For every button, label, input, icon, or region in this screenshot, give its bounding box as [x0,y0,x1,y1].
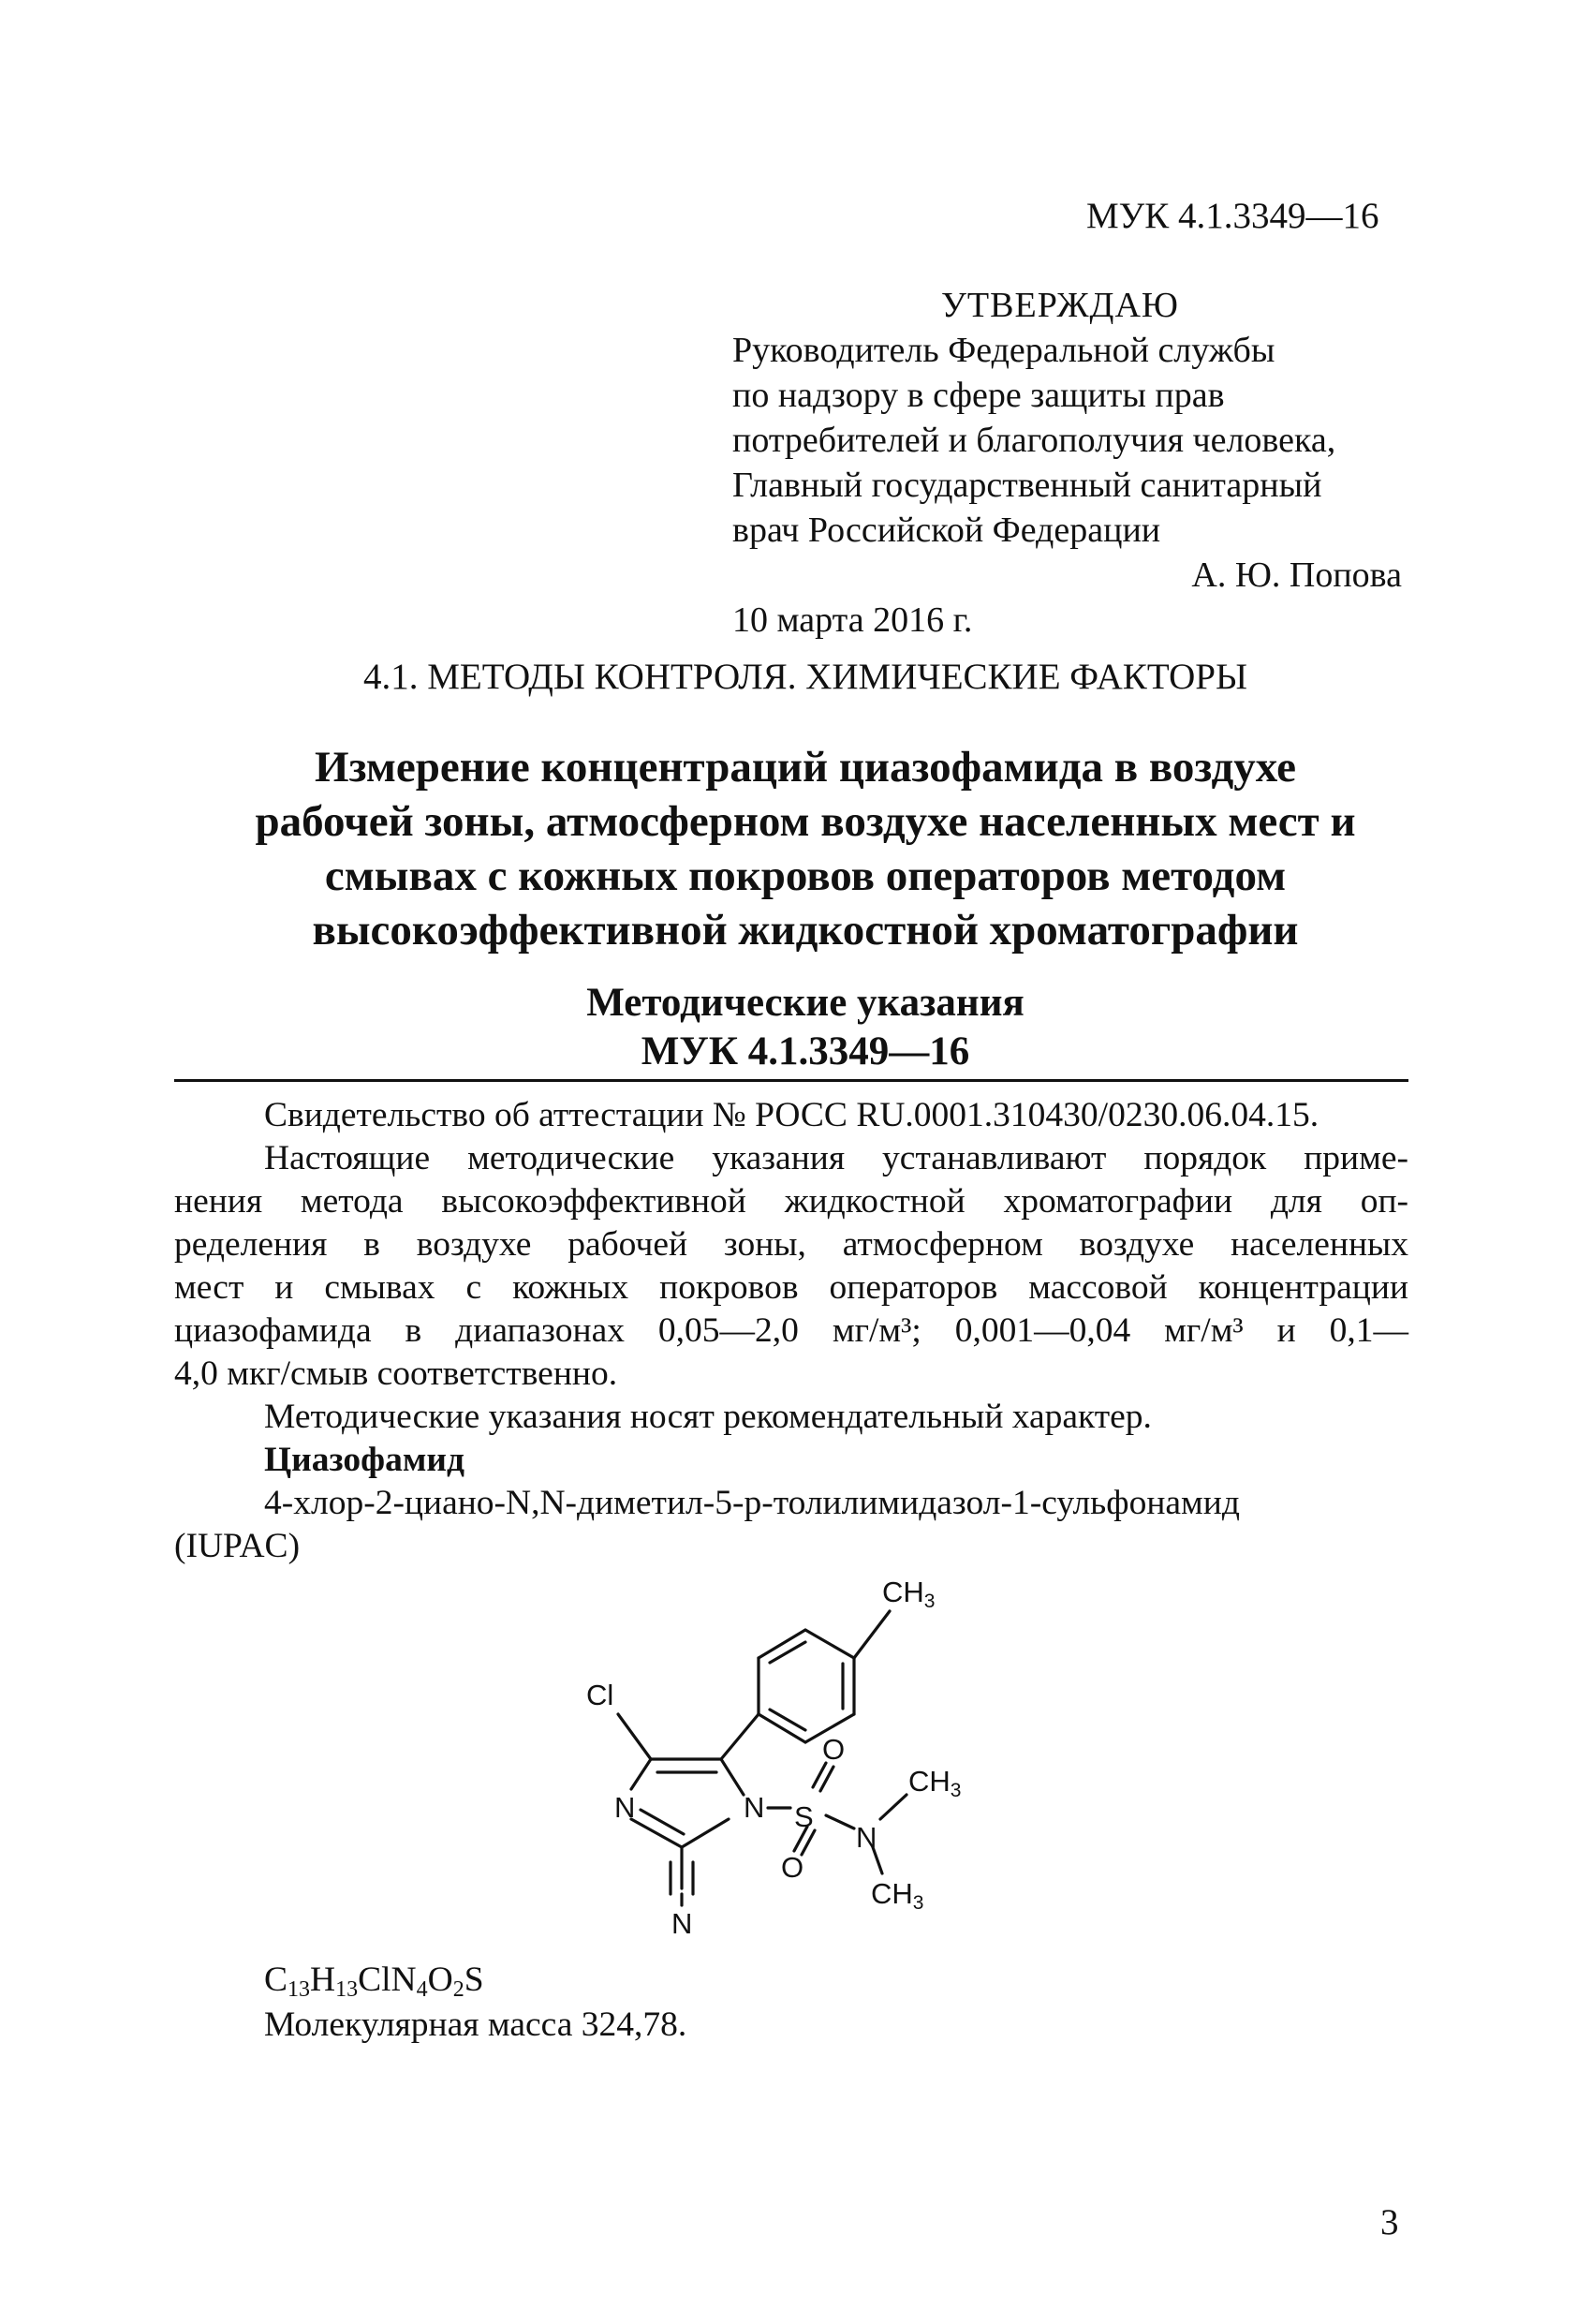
page-number: 3 [1380,2202,1399,2243]
oxygen-bottom-label: O [781,1851,804,1884]
main-title-line: Измерение концентраций циазофамида в воздухе [315,743,1296,792]
sulfur-label: S [794,1800,814,1833]
section-title: 4.1. МЕТОДЫ КОНТРОЛЯ. ХИМИЧЕСКИЕ ФАКТОРЫ [363,657,1247,697]
molecular-mass: Молекулярная масса 324,78. [264,2006,687,2044]
main-title [0,740,1592,957]
chlorine-label: Cl [586,1679,614,1711]
approval-line: Руководитель Федеральной службы [732,331,1275,370]
paragraph-line: Настоящие методические указания устанавливают порядок приме- [264,1139,1408,1177]
approval-line: по надзору в сфере защиты прав [732,376,1225,415]
ch3-bottom-label: CH3 [871,1877,924,1914]
oxygen-top-label: O [822,1733,846,1766]
horizontal-rule [174,1079,1408,1082]
approval-date: 10 марта 2016 г. [732,600,973,640]
structural-formula-diagram [581,1555,1068,1948]
scope-paragraph [174,1137,1408,1396]
approval-heading: УТВЕРЖДАЮ [941,286,1179,325]
ring-nitrogen-left-label: N [614,1791,636,1824]
approval-line: Главный государственный санитарный [732,466,1322,505]
ring-nitrogen-right-label: N [744,1791,765,1824]
iupac-tag: (IUPAC) [174,1527,301,1565]
approval-signer: А. Ю. Попова [1191,555,1402,595]
iupac-name: 4-хлор-2-циано-N,N-диметил-5-р-толилимидазол-1-сульфонамид [264,1484,1240,1522]
approval-block [732,283,1407,643]
paragraph-line: циазофамида в диапазонах 0,05—2,0 мг/м³; 0,001—0,04 мг/м³ и 0,1— [174,1311,1408,1350]
ch3-top-label: CH3 [882,1576,936,1612]
paragraph-line: ределения в воздухе рабочей зоны, атмосферном воздухе населенных [174,1225,1408,1264]
certificate-text: Свидетельство об аттестации № РОСС RU.0001.310430/0230.06.04.15. [264,1096,1319,1134]
substance-name: Циазофамид [264,1441,464,1479]
advisory-paragraph: Методические указания носят рекомендательный характер. [264,1398,1152,1436]
amide-nitrogen-label: N [856,1821,877,1854]
nitrile-nitrogen-label: N [671,1907,693,1940]
paragraph-line: мест и смывах с кожных покровов операторов массовой концентрации [174,1268,1408,1307]
paragraph-line: нения метода высокоэффективной жидкостной хроматографии для оп- [174,1182,1408,1221]
subtitle-type: Методические указания [586,981,1024,1025]
document-code: МУК 4.1.3349—16 [1086,196,1379,236]
main-title-line: высокоэффективной жидкостной хроматографии [312,906,1299,955]
main-title-line: рабочей зоны, атмосферном воздухе населенных мест и [255,797,1356,846]
ch3-right-label: CH3 [908,1765,962,1801]
main-title-line: смывах с кожных покровов операторов методом [324,851,1287,900]
approval-line: врач Российской Федерации [732,511,1161,550]
subtitle-code: МУК 4.1.3349—16 [641,1029,970,1073]
approval-line: потребителей и благополучия человека, [732,421,1336,460]
document-subtitle [0,979,1592,1076]
molecular-formula: $C_{13}H_{13}ClN_4O_2S$ [264,1961,484,2002]
paragraph-line: 4,0 мкг/смыв соответственно. [174,1354,618,1393]
